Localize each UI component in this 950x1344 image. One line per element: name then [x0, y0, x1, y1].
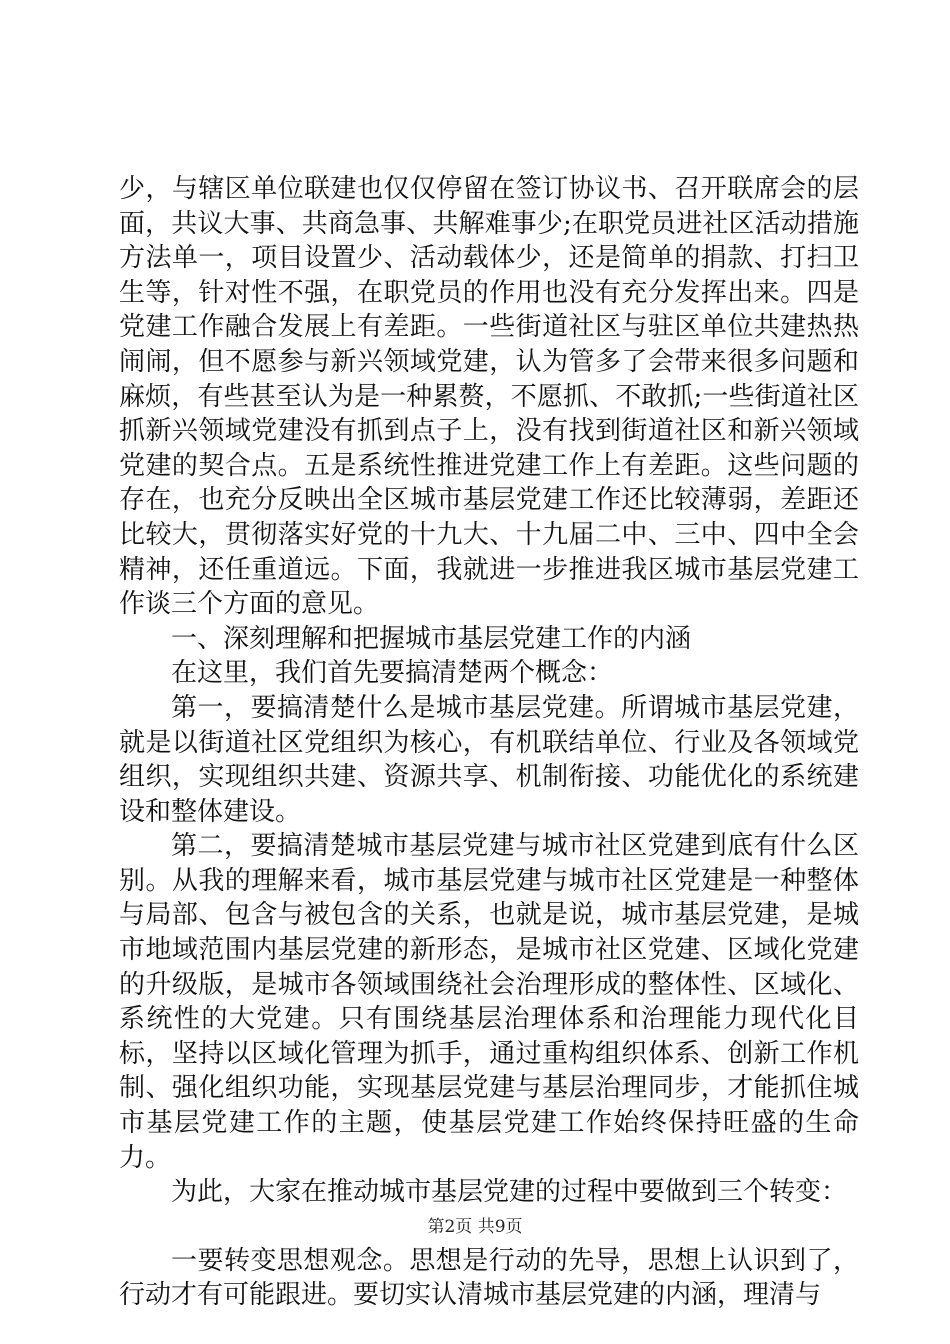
paragraph-change-thinking: 一要转变思想观念。思想是行动的先导，思想上认识到了，行动才有可能跟进。要切实认清城市基层党建的内涵，理清与 — [119, 1245, 859, 1311]
paragraph-intro: 在这里，我们首先要搞清楚两个概念： — [171, 658, 614, 689]
paragraph-continuation: 少，与辖区单位联建也仅仅停留在签订协议书、召开联席会的层面，共议大事、共商急事、共解难事少;在职党员进社区活动措施方法单一，项目设置少、活动载体少，还是简单的捐款、打扫卫生等，针对性不强，在职党员的作用也没有充分发挥出来。四是党建工作融合发展上有差距。一些街道社区与驻区单位共建热热闹闹，但不愿参与新兴领域党建，认为管多了会带来很多问题和麻烦，有些甚至认为是一种累赘，不愿抓、不敢抓;一些街道社区抓新兴领域党建没有抓到点子上，没有找到街道社区和新兴领域党建的契合点。五是系统性推进党建工作上有差距。这些问题的存在，也充分反映出全区城市基层党建工作还比较薄弱，差距还比较大，贯彻落实好党的十九大、十九届二中、三中、四中全会精神，还任重道远。下面，我就进一步推进我区城市基层党建工作谈三个方面的意见。 — [119, 174, 859, 620]
paragraph-first-concept: 第一，要搞清楚什么是城市基层党建。所谓城市基层党建，就是以街道社区党组织为核心，有机联结单位、行业及各领域党组织，实现组织共建、资源共享、机制衔接、功能优化的系统建设和整体建设。 — [119, 692, 859, 827]
section-heading: 一、深刻理解和把握城市基层党建工作的内涵 — [171, 623, 692, 654]
document-body — [119, 172, 859, 1313]
paragraph-three-changes: 为此，大家在推动城市基层党建的过程中要做到三个转变： — [171, 1177, 848, 1208]
page-footer: 第2页 共9页 — [427, 1217, 523, 1237]
paragraph-second-concept: 第二，要搞清楚城市基层党建与城市社区党建到底有什么区别。从我的理解来看，城市基层党建与城市社区党建是一种整体与局部、包含与被包含的关系，也就是说，城市基层党建，是城市地域范围内基层党建的新形态，是城市社区党建、区域化党建的升级版，是城市各领域围绕社会治理形成的整体性、区域化、系统性的大党建。只有围绕基层治理体系和治理能力现代化目标，坚持以区域化管理为抓手，通过重构组织体系、创新工作机制、强化组织功能，实现基层党建与基层治理同步，才能抓住城市基层党建工作的主题，使基层党建工作始终保持旺盛的生命力。 — [119, 831, 859, 1173]
